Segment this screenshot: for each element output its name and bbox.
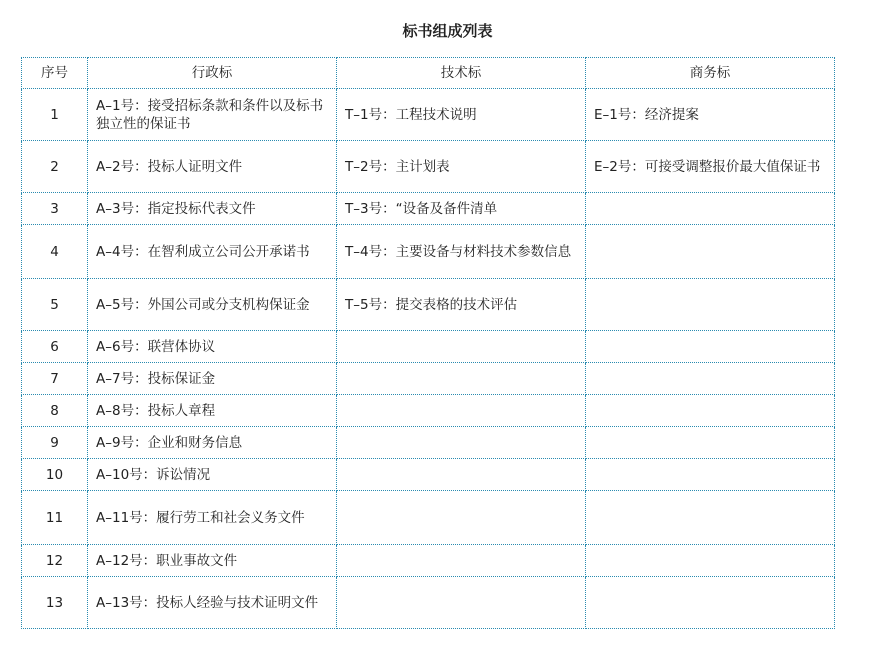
admin-cell: A–13号：投标人经验与技术证明文件 <box>88 577 337 629</box>
biz-cell <box>586 225 835 279</box>
admin-cell: A–11号：履行劳工和社会义务文件 <box>88 491 337 545</box>
table-row <box>22 491 835 545</box>
admin-cell: A–5号：外国公司或分支机构保证金 <box>88 279 337 331</box>
biz-cell <box>586 363 835 395</box>
row-index: 7 <box>22 363 88 395</box>
tech-cell: T–4号：主要设备与材料技术参数信息 <box>337 225 586 279</box>
tech-cell <box>337 395 586 427</box>
biz-cell <box>586 193 835 225</box>
biz-cell: E–2号：可接受调整报价最大值保证书 <box>586 141 835 193</box>
table-row <box>22 89 835 141</box>
tech-cell <box>337 491 586 545</box>
bid-components-table <box>21 57 835 629</box>
admin-cell: A–7号：投标保证金 <box>88 363 337 395</box>
biz-cell <box>586 279 835 331</box>
tech-cell <box>337 427 586 459</box>
table-row <box>22 141 835 193</box>
admin-cell: A–1号：接受招标条款和条件以及标书独立性的保证书 <box>88 89 337 141</box>
row-index: 9 <box>22 427 88 459</box>
row-index: 8 <box>22 395 88 427</box>
biz-cell <box>586 459 835 491</box>
tech-cell: T–3号：“设备及备件清单 <box>337 193 586 225</box>
table-row <box>22 193 835 225</box>
table-row <box>22 577 835 629</box>
table-row <box>22 225 835 279</box>
table-row <box>22 279 835 331</box>
row-index: 4 <box>22 225 88 279</box>
admin-cell: A–4号：在智利成立公司公开承诺书 <box>88 225 337 279</box>
header-biz: 商务标 <box>586 58 835 89</box>
admin-cell: A–9号：企业和财务信息 <box>88 427 337 459</box>
tech-cell <box>337 459 586 491</box>
biz-cell <box>586 577 835 629</box>
row-index: 13 <box>22 577 88 629</box>
admin-cell: A–2号：投标人证明文件 <box>88 141 337 193</box>
row-index: 11 <box>22 491 88 545</box>
biz-cell <box>586 545 835 577</box>
tech-cell <box>337 545 586 577</box>
tech-cell <box>337 363 586 395</box>
admin-cell: A–8号：投标人章程 <box>88 395 337 427</box>
tech-cell: T–5号：提交表格的技术评估 <box>337 279 586 331</box>
tech-cell: T–2号：主计划表 <box>337 141 586 193</box>
page-title: 标书组成列表 <box>402 22 493 40</box>
row-index: 10 <box>22 459 88 491</box>
table-row <box>22 427 835 459</box>
header-index: 序号 <box>22 58 88 89</box>
row-index: 1 <box>22 89 88 141</box>
admin-cell: A–3号：指定投标代表文件 <box>88 193 337 225</box>
tech-cell: T–1号：工程技术说明 <box>337 89 586 141</box>
table-row <box>22 545 835 577</box>
row-index: 6 <box>22 331 88 363</box>
biz-cell: E–1号：经济提案 <box>586 89 835 141</box>
tech-cell <box>337 331 586 363</box>
row-index: 3 <box>22 193 88 225</box>
header-admin: 行政标 <box>88 58 337 89</box>
biz-cell <box>586 395 835 427</box>
admin-cell: A–10号：诉讼情况 <box>88 459 337 491</box>
table-header-row <box>22 58 835 89</box>
header-tech: 技术标 <box>337 58 586 89</box>
table-row <box>22 331 835 363</box>
tech-cell <box>337 577 586 629</box>
row-index: 5 <box>22 279 88 331</box>
biz-cell <box>586 331 835 363</box>
table-row <box>22 395 835 427</box>
biz-cell <box>586 491 835 545</box>
admin-cell: A–6号：联营体协议 <box>88 331 337 363</box>
biz-cell <box>586 427 835 459</box>
admin-cell: A–12号：职业事故文件 <box>88 545 337 577</box>
table-row <box>22 363 835 395</box>
row-index: 12 <box>22 545 88 577</box>
table-row <box>22 459 835 491</box>
row-index: 2 <box>22 141 88 193</box>
